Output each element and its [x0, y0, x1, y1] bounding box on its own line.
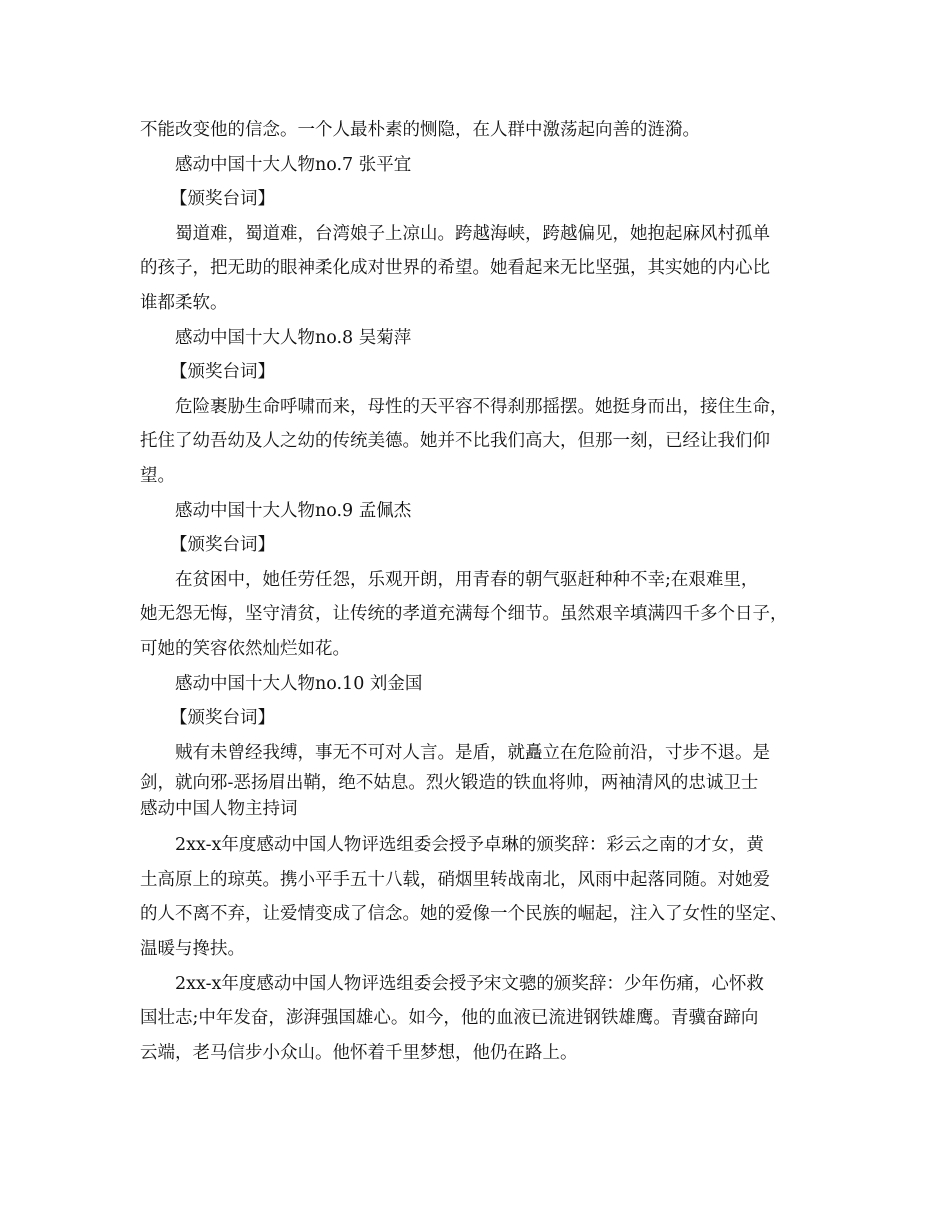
- paragraph-line: 土高原上的琼英。携小平手五十八载，硝烟里转战南北，风雨中起落同随。对她爱: [140, 869, 770, 890]
- paragraph-line: 的孩子，把无助的眼神柔化成对世界的希望。她看起来无比坚强，其实她的内心比: [140, 258, 770, 279]
- paragraph-line: 云端，老马信步小众山。他怀着千里梦想，他仍在路上。: [140, 1042, 578, 1063]
- paragraph-line: 温暖与搀扶。: [140, 939, 245, 960]
- document-body: [140, 113, 830, 1070]
- award-label: 【颁奖台词】: [170, 708, 275, 729]
- paragraph-line: 的人不离不弃，让爱情变成了信念。她的爱像一个民族的崛起，注入了女性的坚定、: [140, 904, 788, 925]
- award-label: 【颁奖台词】: [170, 189, 275, 210]
- paragraph-line: 谁都柔软。: [140, 292, 228, 313]
- paragraph-line: 不能改变他的信念。一个人最朴素的恻隐，在人群中激荡起向善的涟漪。: [140, 120, 700, 140]
- award-label: 【颁奖台词】: [170, 535, 275, 556]
- paragraph-line: 2xx-x年度感动中国人物评选组委会授予宋文骢的颁奖辞：少年伤痛，心怀救: [175, 973, 764, 994]
- paragraph-line: 贼有未曾经我缚，事无不可对人言。是盾，就矗立在危险前沿，寸步不退。是: [175, 742, 770, 763]
- award-heading-9: 感动中国十大人物no.9 孟佩杰: [175, 500, 412, 521]
- paragraph-line: 剑，就向邪-恶扬眉出鞘，绝不姑息。烈火锻造的铁血将帅，两袖清风的忠诚卫士: [140, 773, 759, 794]
- paragraph-line: 可她的笑容依然灿烂如花。: [140, 638, 350, 659]
- award-heading-8: 感动中国十大人物no.8 吴菊萍: [175, 327, 412, 348]
- award-label: 【颁奖台词】: [170, 362, 275, 383]
- award-heading-10: 感动中国十大人物no.10 刘金国: [175, 673, 423, 694]
- paragraph-line: 望。: [140, 465, 175, 486]
- paragraph-line: 蜀道难，蜀道难，台湾娘子上凉山。跨越海峡，跨越偏见，她抱起麻风村孤单: [175, 223, 770, 244]
- award-heading-7: 感动中国十大人物no.7 张平宜: [175, 154, 412, 175]
- paragraph-line: 国壮志;中年发奋，澎湃强国雄心。如今，他的血液已流进钢铁雄鹰。青骥奋蹄向: [140, 1008, 759, 1029]
- paragraph-line: 危险裹胁生命呼啸而来，母性的天平容不得刹那摇摆。她挺身而出，接住生命，: [175, 396, 788, 417]
- section-title: 感动中国人物主持词: [140, 799, 298, 820]
- paragraph-line: 在贫困中，她任劳任怨，乐观开朗，用青春的朝气驱赶种种不幸;在艰难里，: [175, 569, 759, 590]
- paragraph-line: 2xx-x年度感动中国人物评选组委会授予卓琳的颁奖辞：彩云之南的才女，黄: [175, 835, 764, 856]
- paragraph-line: 托住了幼吾幼及人之幼的传统美德。她并不比我们高大，但那一刻，已经让我们仰: [140, 431, 770, 452]
- paragraph-line: 她无怨无悔，坚守清贫，让传统的孝道充满每个细节。虽然艰辛填满四千多个日子，: [140, 604, 788, 625]
